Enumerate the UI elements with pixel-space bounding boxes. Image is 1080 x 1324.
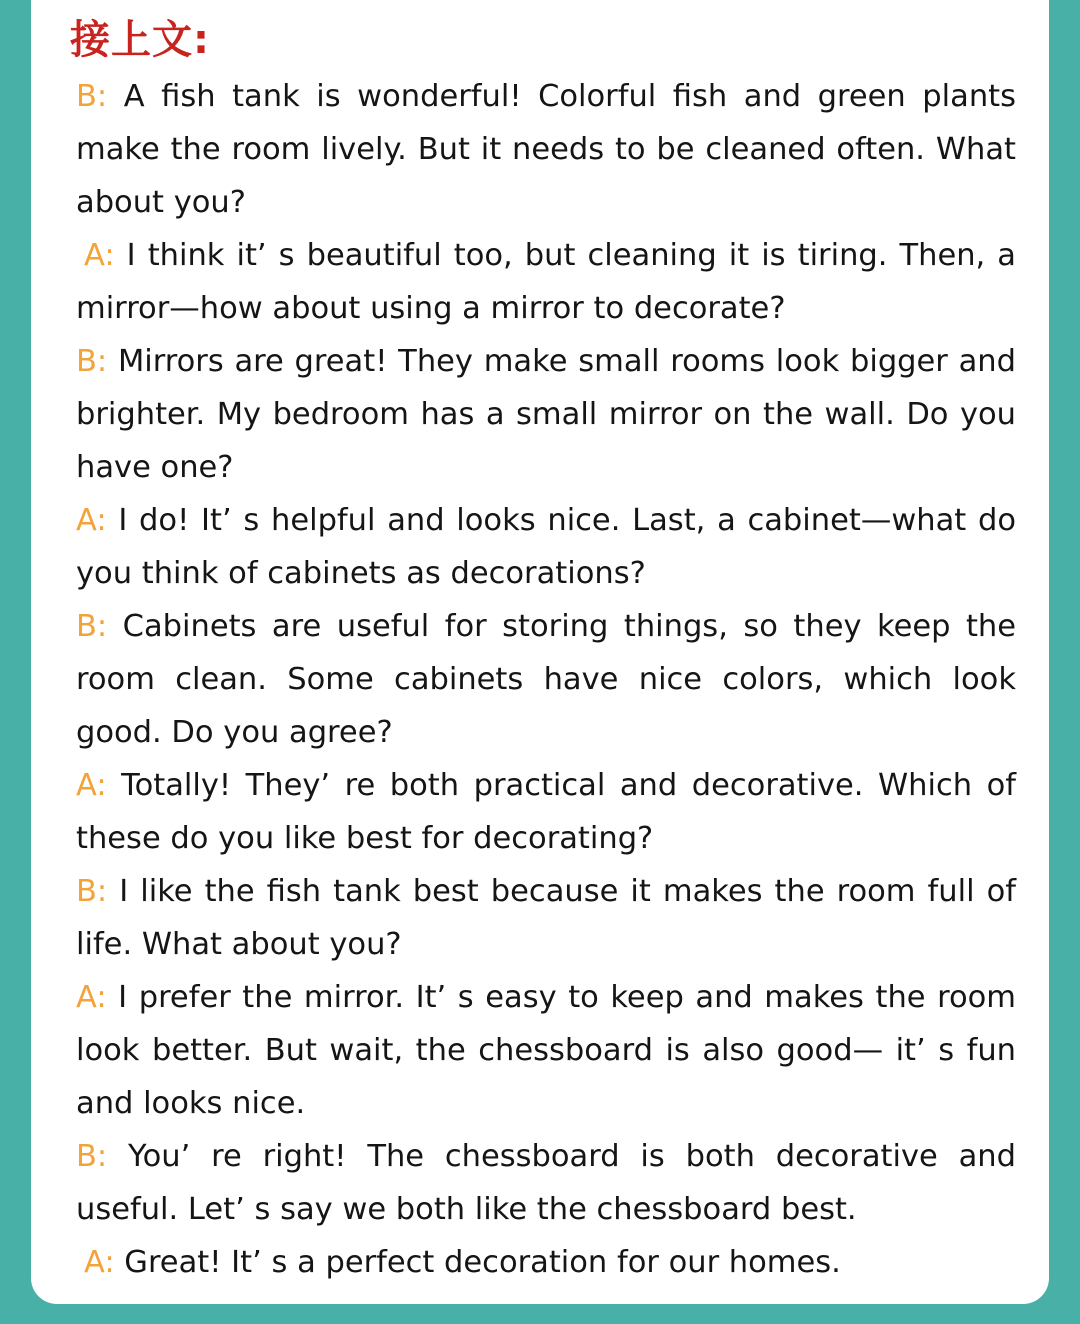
dialogue-turn — [76, 971, 1016, 1130]
speaker-label: B: — [76, 874, 108, 909]
dialogue-text — [76, 70, 1016, 1289]
dialogue-turn — [76, 335, 1016, 494]
dialogue-turn — [76, 229, 1016, 335]
speaker-label: B: — [76, 79, 108, 114]
dialogue-turn — [76, 494, 1016, 600]
turn-text: You’ re right! The chessboard is both decorative and useful. Let’ s say we both like the chessboard best. — [76, 1139, 1016, 1227]
speaker-label: A: — [84, 238, 115, 273]
speaker-label: B: — [76, 344, 108, 379]
speaker-label: A: — [76, 768, 107, 803]
turn-text: Great! It’ s a perfect decoration for our homes. — [114, 1245, 841, 1280]
turn-text: Mirrors are great! They make small rooms look bigger and brighter. My bedroom has a small mirror on the wall. Do you have one? — [76, 344, 1016, 485]
turn-text: Cabinets are useful for storing things, so they keep the room clean. Some cabinets have nice colors, which look good. Do you agree? — [76, 609, 1016, 750]
turn-text: I prefer the mirror. It’ s easy to keep and makes the room look better. But wait, the chessboard is also good— it’ s fun and looks nice. — [76, 980, 1016, 1121]
turn-text: I like the fish tank best because it makes the room full of life. What about you? — [76, 874, 1016, 962]
dialogue-turn — [76, 1130, 1016, 1236]
speaker-label: B: — [76, 609, 108, 644]
speaker-label: A: — [76, 980, 107, 1015]
speaker-label: A: — [76, 503, 107, 538]
continued-heading: 接上文: — [70, 17, 210, 63]
dialogue-turn — [76, 759, 1016, 865]
speaker-label: B: — [76, 1139, 108, 1174]
dialogue-turn — [76, 1236, 1016, 1289]
speaker-label: A: — [84, 1245, 115, 1280]
turn-text: Totally! They’ re both practical and decorative. Which of these do you like best for decorating? — [76, 768, 1016, 856]
turn-text: I think it’ s beautiful too, but cleaning it is tiring. Then, a mirror—how about using a mirror to decorate? — [76, 238, 1016, 326]
turn-text: A fish tank is wonderful! Colorful fish and green plants make the room lively. But it needs to be cleaned often. What about you? — [76, 79, 1016, 220]
turn-text: I do! It’ s helpful and looks nice. Last, a cabinet—what do you think of cabinets as decorations? — [76, 503, 1016, 591]
dialogue-turn — [76, 70, 1016, 229]
dialogue-turn — [76, 865, 1016, 971]
dialogue-turn — [76, 600, 1016, 759]
